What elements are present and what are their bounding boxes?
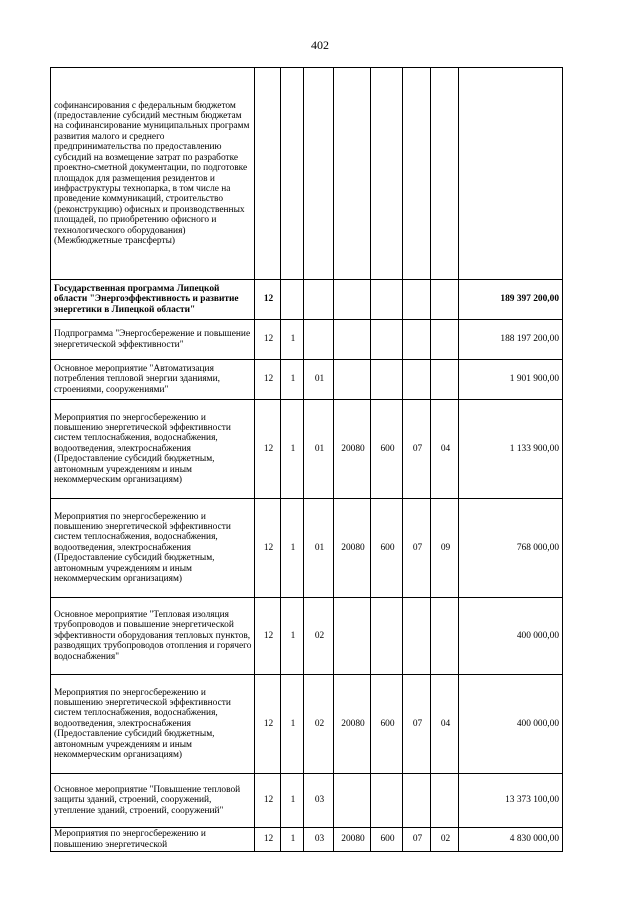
row-description: Мероприятия по энергосбережению и повышению энергетической эффективности систем теплоснабжения, водоснабжения, водоотведения, электроснабжения (Предоставление субсидий бюджетным, автономным учреждениям и иным некоммерческим организациям) [51,499,255,598]
section-code: 07 [403,499,431,598]
row-description: Основное мероприятие "Автоматизация потребления тепловой энергии зданиями, строениями, сооружениями" [51,360,255,400]
table-row [51,68,563,280]
direction-code [334,598,371,675]
amount-value: 4 830 000,00 [459,828,563,852]
table-row [51,400,563,499]
subprogram-code: 1 [281,675,304,774]
section-code [403,774,431,828]
row-description: Основное мероприятие "Повышение тепловой защиты зданий, строений, сооружений, утепление зданий, строений, сооружений" [51,774,255,828]
activity-code: 01 [304,400,334,499]
subprogram-code: 1 [281,320,304,360]
expense-type-code [371,68,403,280]
direction-code [334,280,371,320]
activity-code: 01 [304,499,334,598]
subsection-code: 04 [431,675,459,774]
section-code: 07 [403,675,431,774]
row-description: Мероприятия по энергосбережению и повышению энергетической эффективности систем теплоснабжения, водоснабжения, водоотведения, электроснабжения (Предоставление субсидий бюджетным, автономным учреждениям и иным некоммерческим организациям) [51,400,255,499]
expense-type-code [371,774,403,828]
direction-code: 20080 [334,499,371,598]
program-code: 12 [255,320,281,360]
direction-code [334,320,371,360]
subsection-code [431,280,459,320]
activity-code: 02 [304,598,334,675]
subsection-code [431,774,459,828]
subprogram-code: 1 [281,598,304,675]
program-code: 12 [255,774,281,828]
direction-code: 20080 [334,828,371,852]
table-row [51,598,563,675]
expense-type-code: 600 [371,675,403,774]
program-code: 12 [255,828,281,852]
row-description: Основное мероприятие "Тепловая изоляция трубопроводов и повышение энергетической эффективности оборудования тепловых пунктов, разводящих трубопроводов отопления и горячего водоснабжения" [51,598,255,675]
expense-type-code [371,598,403,675]
expense-type-code [371,360,403,400]
activity-code: 03 [304,828,334,852]
subprogram-code: 1 [281,360,304,400]
program-code [255,68,281,280]
amount-value: 189 397 200,00 [459,280,563,320]
activity-code: 02 [304,675,334,774]
activity-code: 03 [304,774,334,828]
subprogram-code: 1 [281,774,304,828]
section-code [403,320,431,360]
subprogram-code: 1 [281,400,304,499]
amount-value: 13 373 100,00 [459,774,563,828]
expense-type-code: 600 [371,828,403,852]
row-description: Подпрограмма "Энергосбережение и повышение энергетической эффективности" [51,320,255,360]
program-code: 12 [255,360,281,400]
table-row [51,280,563,320]
amount-value: 1 133 900,00 [459,400,563,499]
activity-code [304,280,334,320]
budget-table [50,67,563,852]
subprogram-code: 1 [281,499,304,598]
direction-code: 20080 [334,675,371,774]
page-number: 402 [311,38,329,52]
section-code: 07 [403,400,431,499]
direction-code: 20080 [334,400,371,499]
expense-type-code: 600 [371,400,403,499]
expense-type-code [371,280,403,320]
amount-value: 188 197 200,00 [459,320,563,360]
table-row [51,320,563,360]
amount-value: 768 000,00 [459,499,563,598]
section-code [403,598,431,675]
activity-code: 01 [304,360,334,400]
row-description: софинансирования с федеральным бюджетом (предоставление субсидий местным бюджетам на софинансирование муниципальных программ развития малого и среднего предпринимательства по предоставлению субсидий на возмещение затрат по разработке проектно-сметной документации, по подготовке площадок для размещения резидентов и инфраструктуры технопарка, в том числе на проведение коммуникаций, строительство (реконструкцию) офисных и производственных площадей, по приобретению офисного и технологического оборудования) (Межбюджетные трансферты) [51,68,255,280]
subsection-code: 09 [431,499,459,598]
amount-value: 400 000,00 [459,598,563,675]
subsection-code [431,360,459,400]
amount-value [459,68,563,280]
program-code: 12 [255,675,281,774]
table-row [51,360,563,400]
subsection-code [431,320,459,360]
amount-value: 400 000,00 [459,675,563,774]
program-code: 12 [255,400,281,499]
row-description: Мероприятия по энергосбережению и повышению энергетической [51,828,255,852]
program-code: 12 [255,499,281,598]
table-row [51,499,563,598]
amount-value: 1 901 900,00 [459,360,563,400]
program-code: 12 [255,280,281,320]
subsection-code [431,68,459,280]
subprogram-code: 1 [281,828,304,852]
table-row [51,774,563,828]
subprogram-code [281,68,304,280]
activity-code [304,68,334,280]
activity-code [304,320,334,360]
expense-type-code [371,320,403,360]
row-description: Мероприятия по энергосбережению и повышению энергетической эффективности систем теплоснабжения, водоснабжения, водоотведения, электроснабжения (Предоставление субсидий бюджетным, автономным учреждениям и иным некоммерческим организациям) [51,675,255,774]
direction-code [334,68,371,280]
subprogram-code [281,280,304,320]
table-row [51,828,563,852]
table-row [51,675,563,774]
subsection-code: 02 [431,828,459,852]
section-code: 07 [403,828,431,852]
direction-code [334,360,371,400]
subsection-code [431,598,459,675]
row-description: Государственная программа Липецкой области "Энергоэффективность и развитие энергетики в Липецкой области" [51,280,255,320]
direction-code [334,774,371,828]
section-code [403,360,431,400]
expense-type-code: 600 [371,499,403,598]
subsection-code: 04 [431,400,459,499]
program-code: 12 [255,598,281,675]
section-code [403,280,431,320]
section-code [403,68,431,280]
